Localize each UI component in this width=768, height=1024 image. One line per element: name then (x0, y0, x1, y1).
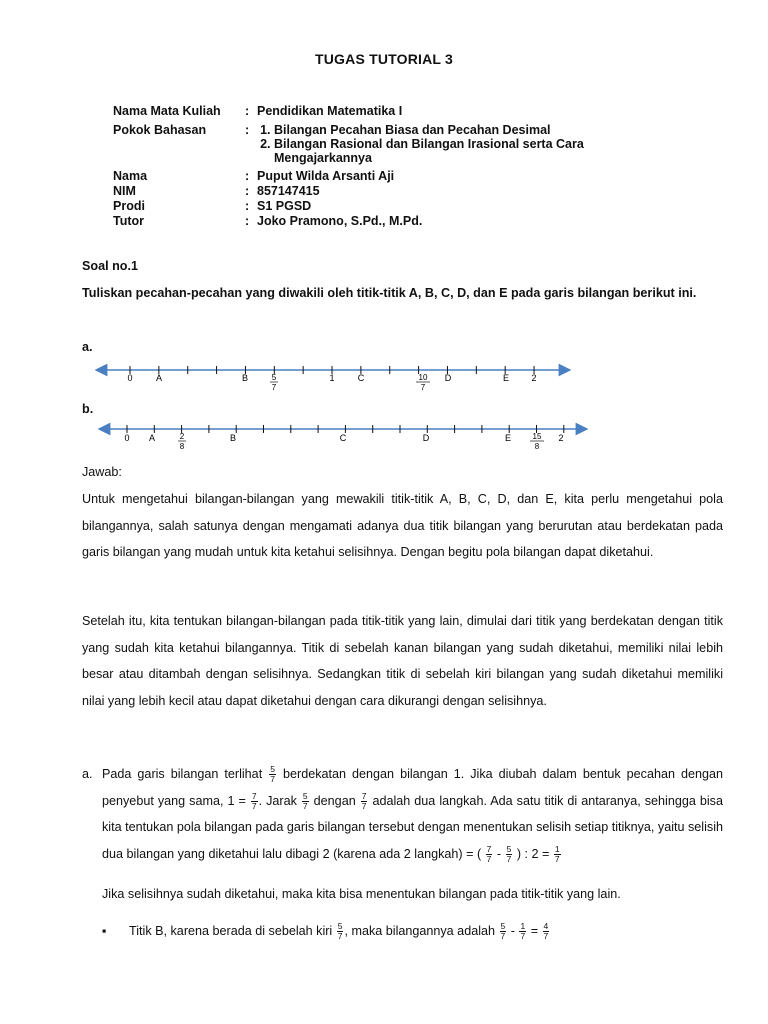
course-label: Nama Mata Kuliah (113, 104, 221, 118)
name-value: Puput Wilda Arsanti Aji (257, 169, 395, 183)
item-a-label: a. (82, 767, 93, 781)
fraction-5-7: $\frac{5}{7}$ (270, 764, 275, 785)
point-label-b: B (229, 433, 237, 443)
info-row-nim (113, 184, 673, 198)
prodi-label: Prodi (113, 199, 145, 213)
point-label-c: C (357, 373, 365, 383)
colon: : (245, 184, 250, 198)
tutor-label: Tutor (113, 214, 145, 228)
colon: : (245, 214, 250, 228)
colon: : (245, 104, 250, 118)
answer-item-a (82, 761, 723, 944)
document-title: TUGAS TUTORIAL 3 (314, 51, 454, 67)
bullet-text-part: , maka bilangannya adalah (344, 923, 496, 938)
fraction-7-7: $\frac{7}{7}$ (251, 790, 257, 811)
name-label: Nama (113, 169, 148, 183)
fraction-1-7: $\frac{1}{7}$ (520, 920, 526, 941)
item-a-text-part: adalah dua langkah. Ada satu titik di antaranya, sehingga bisa kita tentukan pola bilangan pada garis bilangan tersebut dengan menentukan selisih setiap titiknya, yaitu selisih dua bilangan yang diketahui lalu dibagi 2 (karena ada 2 langkah) = ( (102, 793, 723, 861)
fraction-4-7: $\frac{4}{7}$ (543, 920, 549, 941)
point-label-e: E (502, 373, 510, 383)
colon: : (245, 123, 250, 137)
label-a: a. (82, 340, 93, 354)
point-label-b: B (241, 373, 249, 383)
bullet-text (129, 918, 723, 945)
bullet-icon: ▪ (102, 923, 107, 938)
item-a-text-part: . Jarak (258, 793, 297, 808)
number-line-b (98, 419, 590, 455)
item-a-text-part: Pada garis bilangan terlihat (102, 767, 263, 781)
point-label-d: D (444, 373, 452, 383)
colon: : (245, 199, 250, 213)
tick-label: 2 (558, 433, 564, 443)
tick-label-2-8-num: 2 (179, 432, 185, 441)
label-b: b. (82, 402, 94, 416)
item-a-text (102, 761, 723, 867)
question-number: Soal no.1 (82, 259, 138, 273)
item-a-text-part: dengan (313, 793, 356, 808)
topic-item: 1. Bilangan Pecahan Biasa dan Pecahan Desimal (274, 123, 673, 137)
point-label-a: A (155, 373, 163, 383)
tick-label: 1 (329, 373, 335, 383)
item-a-text-part: - (496, 846, 502, 861)
nim-label: NIM (113, 184, 136, 198)
point-label-d: D (422, 433, 430, 443)
bullet-text-part: Titik B, karena berada di sebelah kiri (129, 923, 333, 938)
info-row-topic (113, 123, 673, 165)
fraction-1-7: $\frac{1}{7}$ (554, 843, 560, 864)
bullet-item (102, 918, 723, 945)
tick-label-2-8-den: 8 (179, 442, 185, 451)
tick-label-15-8-num: 15 (532, 432, 542, 441)
nim-value: 857147415 (257, 184, 320, 198)
point-label-a: A (148, 433, 156, 443)
fraction-7-7: $\frac{7}{7}$ (486, 843, 492, 864)
tick-label-10-7-num: 10 (418, 373, 428, 382)
fraction-5-7: $\frac{5}{7}$ (500, 920, 506, 941)
bullet-text-part: = (530, 923, 539, 938)
info-row-course (113, 104, 673, 118)
tick-label: 0 (127, 373, 133, 383)
topic-label: Pokok Bahasan (113, 123, 207, 137)
tick-label: 2 (531, 373, 537, 383)
colon: : (245, 169, 250, 183)
question-text: Tuliskan pecahan-pecahan yang diwakili oleh titik-titik A, B, C, D, dan E pada garis bilangan berikut ini. (82, 286, 697, 300)
tick-label: 0 (124, 433, 130, 443)
info-table (113, 104, 673, 228)
answer-paragraph-2: Setelah itu, kita tentukan bilangan-bilangan pada titik-titik yang lain, dimulai dari titik yang berdekatan dengan titik yang sudah kita ketahui bilangannya. Titik di sebelah kanan bilangan yang sudah diketahui, memiliki nilai lebih besar atau ditambah dengan selisihnya. Sedangkan titik di sebelah kiri bilangan yang sudah diketahui memiliki nilai yang lebih kecil atau dapat diketahui dengan cara dikurangi dengan selisihnya. (82, 614, 723, 708)
item-a-text-part: ) : 2 = (516, 846, 550, 861)
course-value: Pendidikan Matematika I (257, 104, 403, 118)
info-row-prodi (113, 199, 673, 213)
point-label-e: E (504, 433, 512, 443)
fraction-7-7: $\frac{7}{7}$ (361, 790, 367, 811)
info-row-name (113, 169, 673, 183)
prodi-value: S1 PGSD (257, 199, 312, 213)
answer-heading: Jawab: (82, 465, 122, 479)
tick-label-5-7-num: 5 (271, 373, 277, 382)
tick-label-10-7-den: 7 (420, 383, 426, 391)
number-line-a (95, 359, 575, 391)
item-a-paragraph-2: Jika selisihnya sudah diketahui, maka kita bisa menentukan bilangan pada titik-titik yang lain. (102, 887, 621, 901)
tick-label-15-8-den: 8 (534, 442, 540, 451)
bullet-text-part: - (510, 923, 515, 938)
topic-list (257, 123, 673, 165)
item-a-text-part: berdekatan dengan bilangan 1. Jika diubah dalam bentuk pecahan dengan penyebut yang sama, 1 = (102, 767, 724, 808)
info-row-tutor (113, 214, 673, 228)
fraction-5-7: $\frac{5}{7}$ (506, 843, 512, 864)
fraction-5-7: $\frac{5}{7}$ (302, 790, 308, 811)
fraction-5-7: $\frac{5}{7}$ (337, 920, 343, 941)
topic-item: 2. Bilangan Rasional dan Bilangan Irasional serta Cara Mengajarkannya (274, 137, 673, 165)
answer-paragraph-1: Untuk mengetahui bilangan-bilangan yang mewakili titik-titik A, B, C, D, dan E, kita perlu mengetahui pola bilangannya, salah satunya dengan mengamati adanya dua titik bilangan yang berurutan atau berdekatan pada garis bilangan yang mudah untuk kita ketahui selisihnya. Dengan begitu pola bilangan dapat diketahui. (82, 492, 723, 559)
tutor-value: Joko Pramono, S.Pd., M.Pd. (257, 214, 423, 228)
tick-label-5-7-den: 7 (271, 383, 277, 391)
point-label-c: C (339, 433, 347, 443)
